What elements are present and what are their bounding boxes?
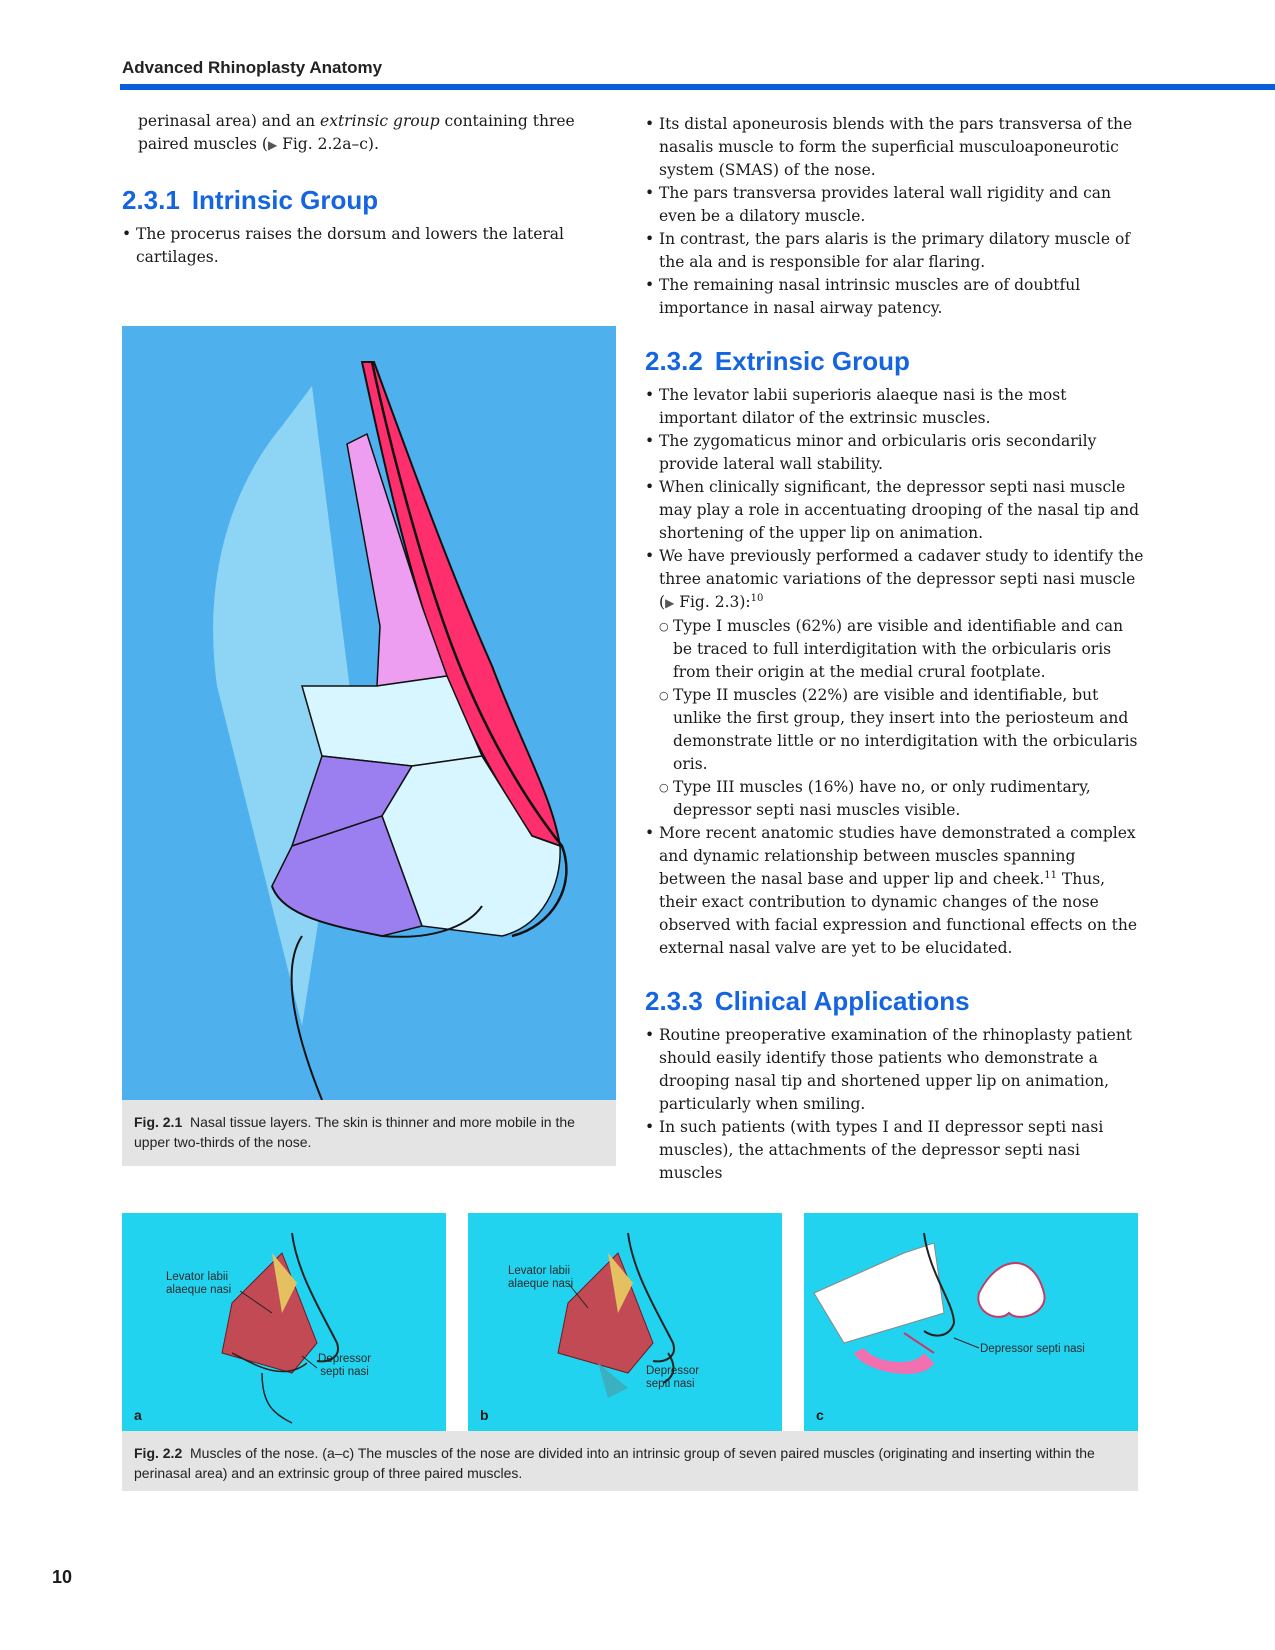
right-column xyxy=(645,113,1145,1185)
depressor-septi-label: Depressor septi nasi xyxy=(318,1353,372,1378)
section-number: 2.3.1 xyxy=(122,185,180,215)
figure-panel-a xyxy=(122,1213,446,1431)
recent-studies-text: More recent anatomic studies have demonstrated a complex and dynamic relationship between muscles spanning between the nasal base and upper lip and cheek. xyxy=(659,824,1136,888)
list-item xyxy=(645,545,1145,822)
panel-letter: b xyxy=(480,1407,489,1423)
extrinsic-bullet-list xyxy=(645,384,1145,960)
fig-ref-link[interactable]: Fig. 2.3): xyxy=(674,593,751,611)
figure-2-2-caption xyxy=(122,1431,1138,1491)
list-item: • The zygomaticus minor and orbicularis oris secondarily provide lateral wall stability. xyxy=(645,430,1145,476)
intrinsic-continued-list xyxy=(645,113,1145,320)
figure-2-1-caption xyxy=(122,1100,616,1166)
section-number: 2.3.2 xyxy=(645,346,703,376)
panel-letter: a xyxy=(134,1407,142,1423)
citation-ref[interactable]: 11 xyxy=(1044,869,1057,881)
figure-panel-c xyxy=(804,1213,1138,1431)
list-item: • Routine preoperative examination of the rhinoplasty patient should easily identify those patients who demonstrate a drooping nasal tip and shortened upper lip on animation, particularly when smiling. xyxy=(645,1024,1145,1116)
figure-panel-b xyxy=(468,1213,782,1431)
citation-ref[interactable]: 10 xyxy=(750,592,764,604)
sub-list-item: ○ Type I muscles (62%) are visible and identifiable and can be traced to full interdigitation with the orbicularis oris from their origin at the medial crural footplate. xyxy=(659,615,1145,684)
list-item: • In such patients (with types I and II depressor septi nasi muscles), the attachments of the depressor septi nasi muscles xyxy=(645,1116,1145,1185)
section-number: 2.3.3 xyxy=(645,986,703,1016)
muscle-illustration-c xyxy=(804,1213,1138,1431)
section-title: Clinical Applications xyxy=(714,986,970,1016)
nasal-tissue-layers-illustration xyxy=(122,326,616,1100)
fig-ref-link[interactable]: Fig. 2.2a–c). xyxy=(277,135,379,153)
levator-labii-label: Levator labii alaeque nasi xyxy=(166,1271,232,1296)
intro-text-2: containing three paired muscles ( xyxy=(138,112,575,153)
list-item: • The pars transversa provides lateral wall rigidity and can even be a dilatory muscle. xyxy=(645,182,1145,228)
intro-text-1: perinasal area) and an xyxy=(138,112,321,130)
left-column xyxy=(122,110,616,269)
ref-arrow-icon: ▶ xyxy=(267,138,278,152)
list-item xyxy=(645,822,1145,960)
section-heading-extrinsic xyxy=(645,346,1145,376)
clinical-bullet-list xyxy=(645,1024,1145,1185)
recent-studies-text-cont: Thus, their exact contribution to dynamic changes of the nose observed with facial expression and functional effects on the external nasal valve are yet to be elucidated. xyxy=(659,870,1138,957)
page-number: 10 xyxy=(52,1567,73,1587)
figure-2-2 xyxy=(122,1213,1138,1431)
list-item: • The levator labii superioris alaeque nasi is the most important dilator of the extrinsic muscles. xyxy=(645,384,1145,430)
header-rule xyxy=(120,84,1275,90)
list-item: • The remaining nasal intrinsic muscles are of doubtful importance in nasal airway patency. xyxy=(645,274,1145,320)
intrinsic-bullet-list xyxy=(122,223,616,269)
depressor-septi-label: Depressor septi nasi xyxy=(980,1343,1085,1355)
section-title: Intrinsic Group xyxy=(191,185,379,215)
list-item: • When clinically significant, the depressor septi nasi muscle may play a role in accentuating drooping of the nasal tip and shortening of the upper lip on animation. xyxy=(645,476,1145,545)
variation-sublist xyxy=(659,615,1145,822)
section-title: Extrinsic Group xyxy=(714,346,910,376)
list-item: • Its distal aponeurosis blends with the pars transversa of the nasalis muscle to form the superficial musculoaponeurotic system (SMAS) of the nose. xyxy=(645,113,1145,182)
sub-list-item: ○ Type II muscles (22%) are visible and identifiable, but unlike the first group, they insert into the periosteum and demonstrate little or no interdigitation with the orbicularis oris. xyxy=(659,684,1145,776)
intro-emphasis: extrinsic group xyxy=(320,112,440,130)
sub-list-item: ○ Type III muscles (16%) have no, or only rudimentary, depressor septi nasi muscles visible. xyxy=(659,776,1145,822)
section-heading-intrinsic xyxy=(122,185,616,215)
list-item: • In contrast, the pars alaris is the primary dilatory muscle of the ala and is responsible for alar flaring. xyxy=(645,228,1145,274)
caption-text: Muscles of the nose. (a–c) The muscles of the nose are divided into an intrinsic group of seven paired muscles (originating and inserting within the perinasal area) and an extrinsic group of three paired muscles. xyxy=(134,1445,1095,1481)
intro-paragraph xyxy=(122,110,616,157)
muscle-illustration-a xyxy=(122,1213,446,1431)
caption-label: Fig. 2.2 xyxy=(134,1445,183,1461)
caption-text: Nasal tissue layers. The skin is thinner and more mobile in the upper two-thirds of the nose. xyxy=(134,1114,575,1150)
panel-letter: c xyxy=(816,1407,824,1423)
list-item: • The procerus raises the dorsum and lowers the lateral cartilages. xyxy=(122,223,616,269)
ref-arrow-icon: ▶ xyxy=(665,596,675,610)
running-header: Advanced Rhinoplasty Anatomy xyxy=(122,58,383,77)
cadaver-study-text: We have previously performed a cadaver study to identify the three anatomic variations of the depressor septi nasi muscle ( xyxy=(659,547,1144,611)
muscle-illustration-b xyxy=(468,1213,782,1431)
figure-2-1 xyxy=(122,326,616,1166)
caption-label: Fig. 2.1 xyxy=(134,1114,183,1130)
levator-labii-label: Levator labii alaeque nasi xyxy=(508,1265,574,1290)
depressor-septi-label: Depressor septi nasi xyxy=(646,1365,700,1390)
section-heading-clinical xyxy=(645,986,1145,1016)
